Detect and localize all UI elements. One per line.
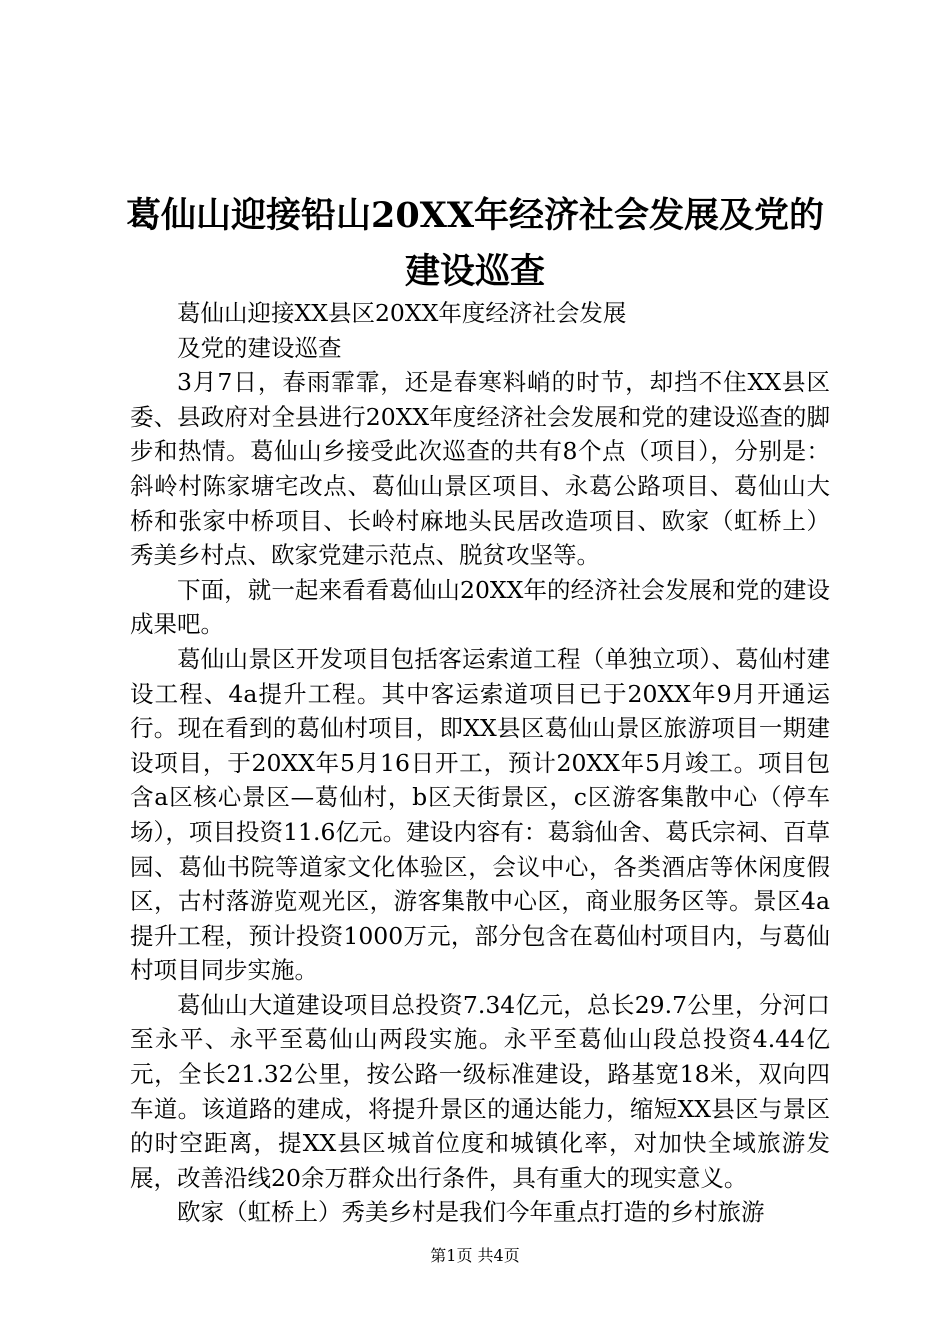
paragraph-transition: 下面，就一起来看看葛仙山20XX年的经济社会发展和党的建设成果吧。 bbox=[130, 575, 830, 639]
page-footer: 第1页 共4页 bbox=[430, 1246, 520, 1265]
document-title-line-2: 建设巡查 bbox=[404, 251, 545, 292]
paragraph-ou-village: 欧家（虹桥上）秀美乡村是我们今年重点打造的乡村旅游 bbox=[177, 1198, 765, 1227]
paragraph-avenue-project: 葛仙山大道建设项目总投资7.34亿元，总长29.7公里，分河口至永平、永平至葛仙山两段实施。永平至葛仙山段总投资4.44亿元，全长21.32公里，按公路一级标准建设，路基宽18米，双向四车道。该道路的建成，将提升景区的通达能力，缩短XX县区与景区的时空距离，提XX县区城首位度和城镇化率，对加快全域旅游发展，改善沿线20余万群众出行条件，具有重大的现实意义。 bbox=[130, 990, 830, 1192]
subtitle-line-1: 葛仙山迎接XX县区20XX年度经济社会发展 bbox=[177, 299, 627, 327]
paragraph-scenic-area-project: 葛仙山景区开发项目包括客运索道工程（单独立项）、葛仙村建设工程、4a提升工程。其中客运索道项目已于20XX年9月开通运行。现在看到的葛仙村项目，即XX县区葛仙山景区旅游项目一期建设项目，于20XX年5月16日开工，预计20XX年5月竣工。项目包含a区核心景区—葛仙村，b区天街景区，c区游客集散中心（停车场），项目投资11.6亿元。建设内容有：葛翁仙舍、葛氏宗祠、百草园、葛仙书院等道家文化体验区，会议中心，各类酒店等休闲度假区，古村落游览观光区，游客集散中心区，商业服务区等。景区4a提升工程，预计投资1000万元，部分包含在葛仙村项目内，与葛仙村项目同步实施。 bbox=[130, 644, 830, 985]
subtitle-line-2: 及党的建设巡查 bbox=[177, 333, 342, 362]
paragraph-inspection-intro: 3月7日，春雨霏霏，还是春寒料峭的时节，却挡不住XX县区委、县政府对全县进行20XX年度经济社会发展和党的建设巡查的脚步和热情。葛仙山乡接受此次巡查的共有8个点（项目），分别是：斜岭村陈家塘宅改点、葛仙山景区项目、永葛公路项目、葛仙山大桥和张家中桥项目、长岭村麻地头民居改造项目、欧家（虹桥上）秀美乡村点、欧家党建示范点、脱贫攻坚等。 bbox=[130, 368, 830, 570]
document-title-line-1: 葛仙山迎接铅山20XX年经济社会发展及党的 bbox=[125, 195, 825, 236]
document-body bbox=[130, 296, 830, 1230]
